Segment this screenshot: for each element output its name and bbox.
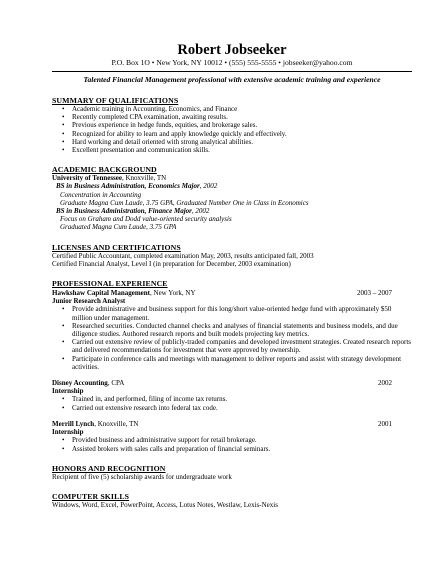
summary-list [52,105,412,154]
honors-line: Recipient of five (5) scholarship awards for undergraduate work [52,472,232,481]
list-item: • Trained in, and performed, filing of income tax returns. [62,395,412,403]
company-location: , Knoxville, TN [94,419,139,428]
degree-line [52,182,412,190]
job-header [52,379,412,387]
list-item: • Carried out extensive research into federal tax code. [62,404,412,412]
section-heading: LICENSES AND CERTIFICATIONS [52,242,181,252]
skills-section [52,492,412,509]
summary-section [52,96,412,154]
degree-year: , 2002 [191,207,210,216]
job-header [52,289,412,297]
school-line [52,174,412,182]
licenses-section [52,243,412,268]
section-heading: SUMMARY OF QUALIFICATIONS [52,96,179,105]
company-name: Merrill Lynch [52,419,95,428]
job-entry [52,289,412,371]
school-name: University of Tennessee [52,174,122,183]
job-duties [52,395,412,411]
degree-line [52,207,412,215]
experience-section [52,279,412,453]
section-heading: PROFESSIONAL EXPERIENCE [52,279,168,289]
job-header [52,420,412,428]
tagline: Talented Financial Management professional with extensive academic training and experience [83,75,381,84]
section-heading: COMPUTER SKILLS [52,491,130,501]
degree-title: BS in Business Administration, Economics Major [56,182,200,191]
job-title: Internship [52,387,84,396]
skills-line: Windows, Word, Excel, PowerPoint, Access, Lotus Notes, Westlaw, Lexis-Nexis [52,500,278,509]
list-item: • Researched securities. Conducted channel checks and analyses of financial statements and business models, and due diligence studies. Authored research reports and built models projecting key metrics. [62,322,412,338]
degree-detail: Focus on Graham and Dodd value-oriented security analysis [60,215,232,224]
job-entry [52,420,412,453]
job-title: Junior Research Analyst [52,297,126,306]
list-item: • Excellent presentation and communication skills. [62,146,412,154]
job-duties [52,436,412,452]
job-dates: 2001 [378,419,392,428]
company-name: Hawkshaw Capital Management [52,289,151,298]
job-title: Internship [52,428,84,437]
degree-title: BS in Business Administration, Finance Major [56,207,192,216]
company-name: Disney Accounting [52,379,108,388]
job-dates: 2003 – 2007 [357,289,392,298]
contact-line: P.O. Box 1O • New York, NY 10012 • (555) 555-5555 • jobseeker@yahoo.com [111,58,353,67]
honors-section [52,464,412,481]
degree-detail: Graduate Magna Cum Laude, 3.75 GPA, Graduated Number One in Class in Economics [60,198,309,207]
education-section [52,165,412,231]
license-line: Certified Public Accountant, completed examination May, 2003, results anticipated fall, 2003 [52,251,314,260]
company-location: , CPA [107,379,125,388]
job-dates: 2002 [378,379,392,388]
degree-detail: Graduated Magna Cum Laude, 3.75 GPA [60,223,177,232]
list-item: • Provided business and administrative support for retail brokerage. [62,436,412,444]
job-duties [52,305,412,371]
company-location: , New York, NY [150,289,196,298]
school-location: , Knoxville, TN [122,174,167,183]
job-entry [52,379,412,412]
list-item: • Provide administrative and business support for this long/short value-oriented hedge fund with approximately $50 million under management. [62,305,412,321]
list-item: • Carried out extensive review of publicly-traded companies and developed investment strategies. Created research reports and delivered recommendations for investment that were approved by ownership. [62,338,412,354]
degree-year: , 2002 [199,182,218,191]
list-item: • Participate in conference calls and meetings with management to deliver reports and assist with strategy development activities. [62,355,412,371]
license-line: Certified Financial Analyst, Level I (in preparation for December, 2003 examination) [52,259,291,268]
candidate-name: Robert Jobseeker [177,42,287,58]
list-item: • Academic training in Accounting, Economics, and Finance [62,105,412,113]
list-item: • Recognized for ability to learn and apply knowledge quickly and effectively. [62,130,412,138]
degree-detail: Concentration in Accounting [60,190,142,199]
section-heading: ACADEMIC BACKGROUND [52,165,157,175]
header-divider [52,71,412,72]
list-item: • Hard working and detail oriented with strong analytical abilities. [62,138,412,146]
list-item: • Assisted brokers with sales calls and preparation of financial seminars. [62,445,412,453]
list-item: • Recently completed CPA examination, awaiting results. [62,113,412,121]
list-item: • Previous experience in hedge funds, equities, and brokerage sales. [62,121,412,129]
section-heading: HONORS AND RECOGNITION [52,463,166,473]
